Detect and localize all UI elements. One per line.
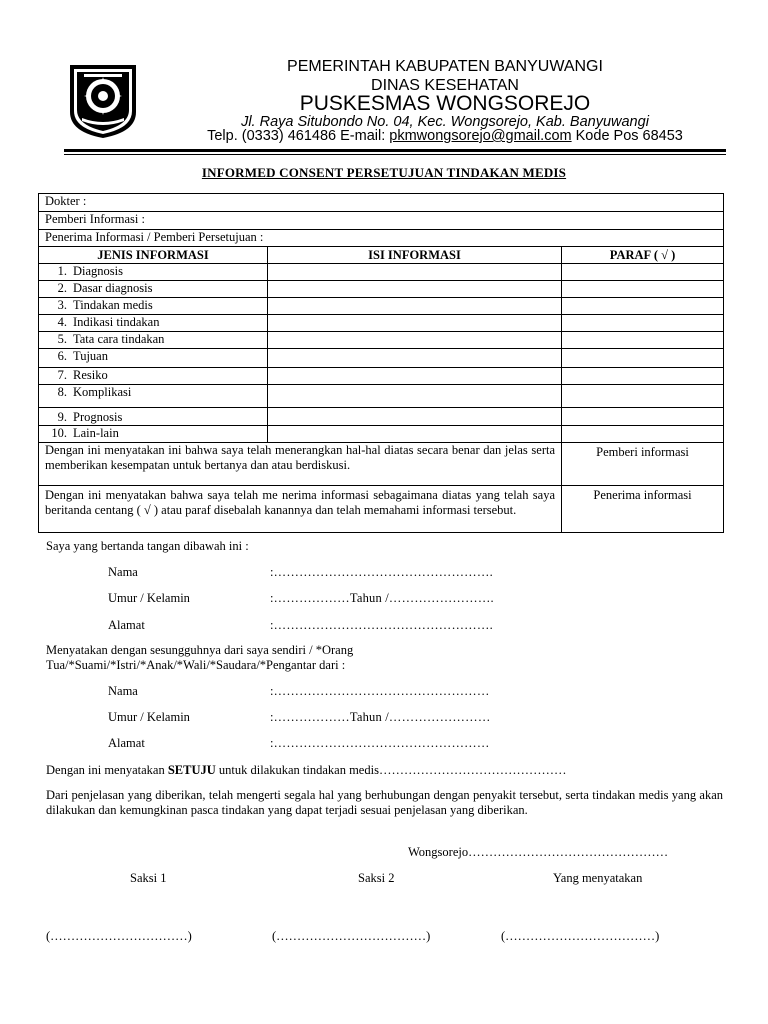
declaration-line-1: Menyatakan dengan sesungguhnya dari saya sendiri / *Orang [46, 643, 354, 657]
initial-cell[interactable] [562, 264, 724, 281]
department-name: DINAS KESEHATAN [371, 77, 519, 94]
postcode-text: Kode Pos 68453 [571, 128, 683, 144]
info-content-cell[interactable] [268, 332, 562, 349]
puskesmas-logo [64, 62, 142, 140]
initial-cell[interactable] [562, 298, 724, 315]
witness-2-signature[interactable]: (………………………………) [272, 929, 431, 943]
table-row [39, 426, 724, 443]
info-content-cell[interactable] [268, 385, 562, 408]
agreement-statement [46, 763, 566, 778]
age-gender-field-2[interactable]: :………………Tahun /…………………… [270, 710, 491, 724]
informer-statement: Dengan ini menyatakan ini bahwa saya telah menerangkan hal-hal diatas secara benar dan jelas serta memberikan kesempatan untuk bertanya dan atau berdiskusi. [39, 443, 562, 486]
age-gender-label: Umur / Kelamin [108, 591, 190, 605]
name-label: Nama [108, 565, 138, 579]
information-table [38, 193, 724, 533]
info-type-cell [39, 408, 268, 426]
info-type-cell [39, 315, 268, 332]
table-row [39, 298, 724, 315]
item-label: Dasar diagnosis [73, 281, 153, 295]
item-number: 1. [57, 264, 67, 278]
info-type-cell [39, 264, 268, 281]
info-content-cell[interactable] [268, 349, 562, 368]
table-row [39, 349, 724, 368]
declarant-signature[interactable]: (………………………………) [501, 929, 660, 943]
table-row [39, 315, 724, 332]
phone-text: Telp. (0333) 461486 E-mail: [207, 128, 390, 144]
address-field[interactable]: :……………………………………………. [270, 618, 493, 632]
item-number: 6. [57, 349, 67, 363]
item-number: 2. [57, 281, 67, 295]
item-number: 8. [57, 385, 67, 399]
name-field[interactable]: :……………………………………………. [270, 565, 493, 579]
item-number: 3. [57, 298, 67, 312]
info-content-cell[interactable] [268, 408, 562, 426]
witness-1-signature[interactable]: (……………………………) [46, 929, 192, 943]
item-label: Indikasi tindakan [73, 315, 160, 329]
recipient-statement: Dengan ini menyatakan bahwa saya telah me nerima informasi sebagaimana diatas yang telah saya beritanda centang ( √ ) atau paraf disebalah kanannya dan telah memahami informasi tersebut. [39, 486, 562, 533]
item-label: Resiko [73, 368, 108, 382]
government-name: PEMERINTAH KABUPATEN BANYUWANGI [287, 58, 603, 75]
info-content-cell[interactable] [268, 368, 562, 385]
header-rule-thick [64, 149, 726, 152]
item-label: Lain-lain [73, 426, 119, 440]
recipient-row[interactable]: Penerima Informasi / Pemberi Persetujuan : [39, 230, 724, 247]
initial-cell[interactable] [562, 315, 724, 332]
informer-row[interactable]: Pemberi Informasi : [39, 212, 724, 230]
item-number: 5. [57, 332, 67, 346]
informer-signature-cell[interactable]: Pemberi informasi [562, 443, 724, 486]
agreement-suffix: untuk dilakukan tindakan medis……………………………………… [215, 763, 567, 777]
table-row [39, 368, 724, 385]
address-line: Jl. Raya Situbondo No. 04, Kec. Wongsorejo, Kab. Banyuwangi [241, 114, 649, 130]
email-link[interactable]: pkmwongsorejo@gmail.com [389, 128, 572, 144]
column-header-jenis: JENIS INFORMASI [39, 247, 268, 264]
doctor-row[interactable]: Dokter : [39, 194, 724, 212]
address-field-2[interactable]: :…………………………………………… [270, 736, 490, 750]
item-label: Tata cara tindakan [73, 332, 165, 346]
item-number: 7. [57, 368, 67, 382]
info-content-cell[interactable] [268, 281, 562, 298]
info-content-cell[interactable] [268, 264, 562, 281]
item-number: 9. [57, 410, 67, 424]
table-row [39, 332, 724, 349]
initial-cell[interactable] [562, 385, 724, 408]
declarant-label: Yang menyatakan [553, 871, 643, 885]
header-rule-thin [64, 154, 726, 155]
name-label-2: Nama [108, 684, 138, 698]
info-type-cell [39, 426, 268, 443]
document-title: INFORMED CONSENT PERSETUJUAN TINDAKAN MEDIS [201, 165, 567, 180]
declaration-line-2: Tua/*Suami/*Istri/*Anak/*Wali/*Saudara/*Pengantar dari : [46, 658, 346, 672]
info-type-cell [39, 281, 268, 298]
item-label: Tindakan medis [73, 298, 153, 312]
item-number: 10. [51, 426, 67, 440]
info-type-cell [39, 385, 268, 408]
item-label: Tujuan [73, 349, 108, 363]
address-label: Alamat [108, 618, 145, 632]
column-header-paraf: PARAF ( √ ) [562, 247, 724, 264]
initial-cell[interactable] [562, 349, 724, 368]
agreement-keyword: SETUJU [167, 763, 216, 777]
info-content-cell[interactable] [268, 298, 562, 315]
contact-line [150, 128, 740, 144]
table-row [39, 264, 724, 281]
info-type-cell [39, 298, 268, 315]
item-label: Diagnosis [73, 264, 123, 278]
age-gender-label-2: Umur / Kelamin [108, 710, 190, 724]
info-content-cell[interactable] [268, 315, 562, 332]
initial-cell[interactable] [562, 368, 724, 385]
place-date-field[interactable]: Wongsorejo………………………………………… [408, 845, 669, 859]
initial-cell[interactable] [562, 332, 724, 349]
column-header-isi: ISI INFORMASI [268, 247, 562, 264]
organization-name: PUSKESMAS WONGSOREJO [299, 92, 591, 115]
form-intro: Saya yang bertanda tangan dibawah ini : [46, 539, 249, 553]
recipient-signature-cell[interactable]: Penerima informasi [562, 486, 724, 533]
witness-2-label: Saksi 2 [358, 871, 395, 885]
item-number: 4. [57, 315, 67, 329]
info-content-cell[interactable] [268, 426, 562, 443]
info-type-cell [39, 368, 268, 385]
agreement-prefix: Dengan ini menyatakan [46, 763, 168, 777]
age-gender-field[interactable]: :………………Tahun /……………………. [270, 591, 494, 605]
info-type-cell [39, 332, 268, 349]
item-label: Komplikasi [73, 385, 132, 399]
explanation-paragraph: Dari penjelasan yang diberikan, telah mengerti segala hal yang berhubungan dengan penyakit tersebut, serta tindakan medis yang akan dilakukan dan kemungkinan pasca tindakan yang dapat terjadi sesuai penjelasan yang diberikan. [46, 788, 723, 817]
info-type-cell [39, 349, 268, 368]
name-field-2[interactable]: :…………………………………………… [270, 684, 490, 698]
initial-cell[interactable] [562, 281, 724, 298]
table-row [39, 385, 724, 408]
initial-cell[interactable] [562, 408, 724, 426]
witness-1-label: Saksi 1 [130, 871, 167, 885]
table-row [39, 281, 724, 298]
initial-cell[interactable] [562, 426, 724, 443]
table-row [39, 408, 724, 426]
address-label-2: Alamat [108, 736, 145, 750]
item-label: Prognosis [73, 410, 123, 424]
